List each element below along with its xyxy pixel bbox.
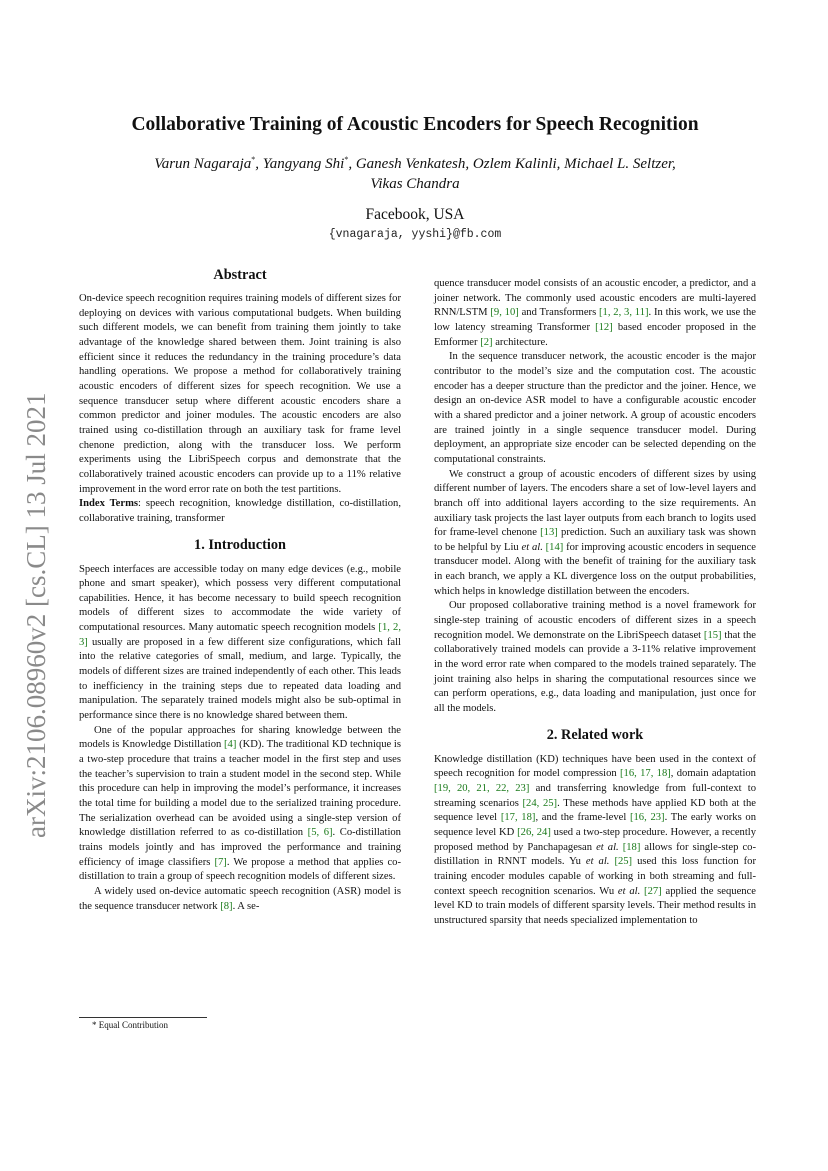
citation-link[interactable]: [2] bbox=[480, 336, 493, 348]
citation-link[interactable]: [24, 25] bbox=[522, 797, 558, 809]
author-last: Vikas Chandra bbox=[370, 176, 460, 192]
citation-link[interactable]: [19, 20, 21, 22, 23] bbox=[434, 783, 530, 794]
equal-contrib-mark: * bbox=[251, 155, 256, 164]
right-column bbox=[434, 277, 756, 929]
citation-link[interactable]: [18] bbox=[622, 841, 641, 853]
citation-link[interactable]: [25] bbox=[614, 856, 633, 868]
section-heading-related-work: 2. Related work bbox=[546, 726, 644, 743]
left-column bbox=[79, 266, 401, 914]
citation-link[interactable]: [16, 17, 18] bbox=[620, 768, 671, 780]
intro-paragraph-2: One of the popular approaches for sharing knowledge between the models is Knowledge Distillation [4] (KD). The traditional KD technique is a two-step procedure that trains a teacher model in the first step and uses the teacher’s supervision to train a student model in the second step. While this procedure can help in improving the model’s performance, it increases the total time for building a model due to the serialized training procedure. The serialization overhead can be avoided using a single-step version of knowledge distillation referred to as co-distillation [5, 6]. Co-distillation trains models jointly and has improved the performance and training efficiency of image classifiers [7]. We propose a method that applies co-distillation to train a group of speech recognition models of different sizes. bbox=[79, 724, 401, 883]
equal-contrib-mark: * bbox=[344, 155, 349, 164]
intro-paragraph-6: Our proposed collaborative training method is a novel framework for single-step training of acoustic encoders of different sizes in a speech recognition model. We demonstrate on the LibriSpeech dataset [15] that the collaboratively trained models can provide a 3-11% relative improvement in the word error rate when compared to the models trained separately. The joint training also helps in sharing the computational resources since we can perform operations, e.g., data loading and manipulation, just once for all the models. bbox=[434, 600, 757, 715]
index-terms bbox=[79, 497, 401, 526]
citation-link[interactable]: [15] bbox=[703, 629, 722, 641]
citation-link[interactable]: [16, 23] bbox=[629, 812, 665, 824]
intro-paragraph-3: A widely used on-device automatic speech recognition (ASR) model is the sequence transducer network [8]. A se- bbox=[79, 885, 401, 912]
paper-title: Collaborative Training of Acoustic Encoders for Speech Recognition bbox=[131, 114, 699, 135]
index-terms-label: Index Terms bbox=[79, 498, 139, 510]
citation-link[interactable]: [14] bbox=[545, 541, 564, 553]
related-paragraph-1: Knowledge distillation (KD) techniques have been used in the context of speech recognition for model compression [16, 17, 18], domain adaptation [19, 20, 21, 22, 23] and transferring knowledge from full-context to streaming scenarios [24, 25]. These methods have applied KD both at the sequence level [17, 18], and the frame-level [16, 23]. The early works on sequence level KD [26, 24] used a two-step procedure. However, a recently proposed method by Panchapagesan et al. [18] allows for single-step co-distillation in RNNT models. Yu et al. [25] used this loss function for training encoder modules capable of working in both streaming and full-context speech recognition scenarios. Wu et al. [27] applied the sequence level KD to train models of different sparsity levels. Their method results in unstructured sparsity that needs specialized implementation to bbox=[434, 753, 757, 926]
arxiv-identifier: arXiv:2106.08960v2 [cs.CL] 13 Jul 2021 bbox=[21, 392, 51, 838]
citation-link[interactable]: [26, 24] bbox=[517, 826, 551, 838]
citation-link[interactable]: [8] bbox=[220, 900, 233, 912]
citation-link[interactable]: [27] bbox=[644, 885, 662, 897]
footnote: * Equal Contribution bbox=[92, 1020, 168, 1030]
author-email: {vnagaraja, yyshi}@fb.com bbox=[328, 228, 502, 241]
citation-link[interactable]: [4] bbox=[224, 739, 237, 751]
section-heading-introduction: 1. Introduction bbox=[194, 536, 286, 553]
intro-paragraph-4: In the sequence transducer network, the acoustic encoder is the major contributor to the model’s size and the computation cost. The acoustic encoder has a deeper structure than the predictor and the joiner. Hence, we design an on-device ASR model to have a configurable acoustic encoder with a shared predictor and a joiner network. A group of acoustic encoders are trained jointly in a single sequence transducer model. During deployment, an appropriate size encoder can be selected depending on the computational constraints. bbox=[434, 351, 756, 465]
author-2: Yangyang Shi bbox=[262, 156, 345, 172]
author-list: Varun Nagaraja*, Yangyang Shi*, Ganesh Venkatesh, Ozlem Kalinli, Michael L. Seltzer, Vikas Chandra bbox=[154, 155, 676, 192]
intro-paragraph-1: Speech interfaces are accessible today on many edge devices (e.g., mobile phone and smart speaker), which possess very different computational capabilities. Hence, it has become necessary to build speech recognition models of different sizes to accommodate the wide variety of computational resources. Many automatic speech recognition models [1, 2, 3] usually are proposed in a few different size configurations, which fall into the relative categories of small, medium, and large. Typically, the models of different sizes are trained independently of each other. This leads to inefficiency in the training steps due to repeated data loading and manipulation. The separately trained models might also be sub-optimal in performance since there is no knowledge shared between them. bbox=[79, 563, 401, 722]
citation-link[interactable]: [5, 6] bbox=[307, 827, 333, 839]
author-others: , Ganesh Venkatesh, Ozlem Kalinli, Michael L. Seltzer, bbox=[348, 156, 676, 172]
citation-link[interactable]: [9, 10] bbox=[490, 307, 519, 319]
citation-link[interactable]: [13] bbox=[540, 527, 558, 539]
affiliation: Facebook, USA bbox=[365, 206, 465, 223]
index-terms-text: : speech recognition, knowledge distillation, co-distillation, collaborative training, transformer bbox=[79, 498, 401, 524]
footnote-rule bbox=[79, 1017, 207, 1018]
citation-link[interactable]: [7] bbox=[214, 856, 227, 868]
intro-paragraph-5: We construct a group of acoustic encoders of different sizes by using different number of layers. The encoders share a set of low-level layers and branch off into additional layers according to the size requirements. An auxiliary task projects the last layer outputs from each branch to logits used for frame-level chenone [13] prediction. Such an auxiliary task was shown to be helpful by Liu et al. [14] for improving acoustic encoders in sequence transducer model. Along with the benefit of training for the auxiliary task in each branch, we apply a KL divergence loss on the output probabilities, which helps in knowledge distillation between the encoders. bbox=[434, 468, 756, 597]
citation-link[interactable]: [17, 18] bbox=[500, 812, 536, 824]
intro-paragraph-3-continued: quence transducer model consists of an acoustic encoder, a predictor, and a joiner network. The commonly used acoustic encoders are multi-layered RNN/LSTM [9, 10] and Transformers [1, 2, 3, 11]. In this work, we use the low latency streaming Transformer [12] based encoder proposed in the Emformer [2] architecture. bbox=[434, 278, 756, 348]
abstract-heading: Abstract bbox=[213, 267, 267, 283]
citation-link[interactable]: [1, 2, 3] bbox=[79, 622, 401, 648]
abstract-body: On-device speech recognition requires training models of different sizes for deploying on devices with various computational budgets. When building such different models, we can benefit from training them jointly to take advantage of the knowledge shared between them. Joint training is also efficient since it reduces the redundancy in the training procedure’s data handling operations. We propose a method for collaboratively training acoustic encoders of different sizes for speech recognition. We use a sequence transducer setup where different acoustic encoders share a common predictor and joiner modules. The acoustic encoders are also trained using co-distillation through an auxiliary task for frame level chenone prediction, along with the transducer loss. We perform experiments using the LibriSpeech corpus and demonstrate that the collaboratively trained acoustic encoders can provide up to a 11% relative improvement in the word error rate on both the test partitions. bbox=[79, 293, 401, 495]
citation-link[interactable]: [1, 2, 3, 11] bbox=[599, 307, 649, 319]
citation-link[interactable]: [12] bbox=[595, 321, 613, 333]
author-1: Varun Nagaraja bbox=[154, 156, 252, 172]
